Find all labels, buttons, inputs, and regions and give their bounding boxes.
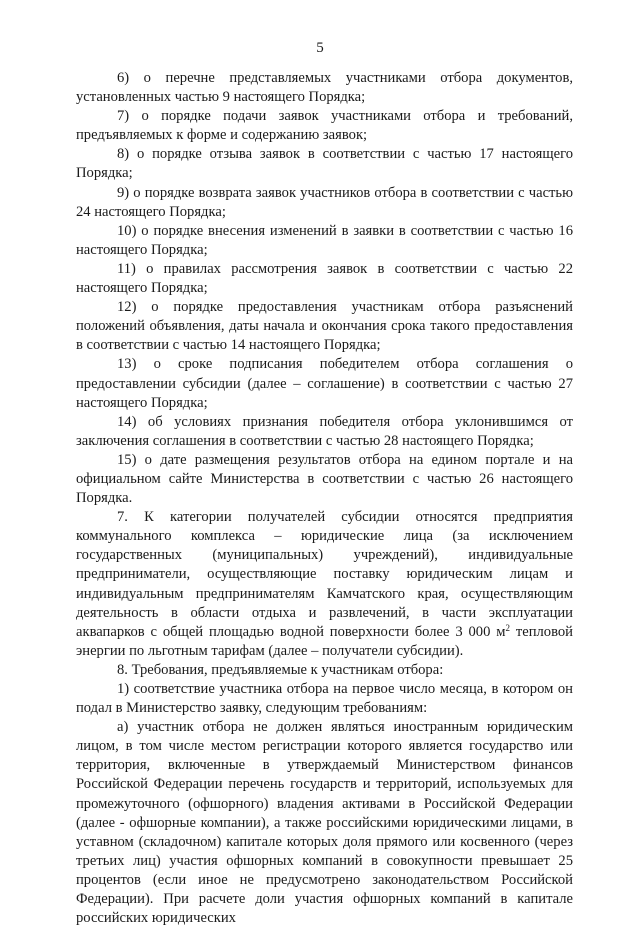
paragraph-section-8: 8. Требования, предъявляемые к участникам отбора: [117, 661, 444, 678]
paragraph-item-15: 15) о дате размещения результатов отбора на едином портале и на официальном сайте Министерства в соответствии с частью 26 настоящего Порядка. [76, 451, 573, 507]
section-7-text: 7. К категории получателей субсидии относятся предприятия коммунального комплекса – юридические лица (за исключением государственных (муниципальных) учреждений), индивидуальные предприниматели, осуществляющие поставку юридическим лицам и индивидуальным предпринимателям Камчатского края, осуществляющим деятельность в области отдыха и развлечений, в части эксплуатации аквапарков с общей площадью водной поверхности более 3 000 м [76, 509, 573, 640]
paragraph-item-13: 13) о сроке подписания победителем отбора соглашения о предоставлении субсидии (далее – соглашение) в соответствии с частью 27 настоящего Порядка; [76, 356, 573, 411]
section-7-text-end: тепловой энергии по льготным тарифам (далее – получатели субсидии). [76, 623, 573, 659]
paragraph-item-7: 7) о порядке подачи заявок участниками отбора и требований, предъявляемых к форме и содержанию заявок; [76, 108, 573, 144]
paragraph-item-9: 9) о порядке возврата заявок участников отбора в соответствии с частью 24 настоящего Порядка; [76, 184, 573, 220]
paragraph-item-14: 14) об условиях признания победителя отбора уклонившимся от заключения соглашения в соответствии с частью 28 настоящего Порядка; [76, 413, 573, 449]
paragraph-section-7 [76, 508, 573, 661]
paragraph-item-6: 6) о перечне представляемых участниками отбора документов, установленных частью 9 настоящего Порядка; [76, 70, 573, 106]
paragraph-item-12: 12) о порядке предоставления участникам отбора разъяснений положений объявления, даты начала и окончания срока такого предоставления в соответствии с частью 14 настоящего Порядка; [76, 299, 573, 354]
paragraph-requirement-a: а) участник отбора не должен являться иностранным юридическим лицом, в том числе местом регистрации которого является государство или территория, включенные в утверждаемый Министерством финансов Российской Федерации перечень государств и территорий, используемых для промежуточного (офшорного) владения активами в Российской Федерации (далее - офшорные компании), а также российскими юридическими лицами, в уставном (складочном) капитале которых доля прямого или косвенного (через третьих лиц) участия офшорных компаний в совокупности превышает 25 процентов (если иное не предусмотрено законодательством Российской Федерации). При расчете доли участия офшорных компаний в капитале российских юридических [76, 719, 573, 927]
document-body [76, 69, 573, 928]
paragraph-item-11: 11) о правилах рассмотрения заявок в соответствии с частью 22 настоящего Порядка; [76, 260, 573, 297]
paragraph-item-10: 10) о порядке внесения изменений в заявки в соответствии с частью 16 настоящего Порядка; [76, 222, 573, 258]
paragraph-item-8: 8) о порядке отзыва заявок в соответствии с частью 17 настоящего Порядка; [76, 146, 573, 182]
paragraph-requirement-1: 1) соответствие участника отбора на первое число месяца, в котором он подал в Министерство заявку, следующим требованиям: [76, 681, 573, 717]
page-number: 5 [316, 40, 324, 56]
superscript-2: 2 [505, 622, 510, 633]
